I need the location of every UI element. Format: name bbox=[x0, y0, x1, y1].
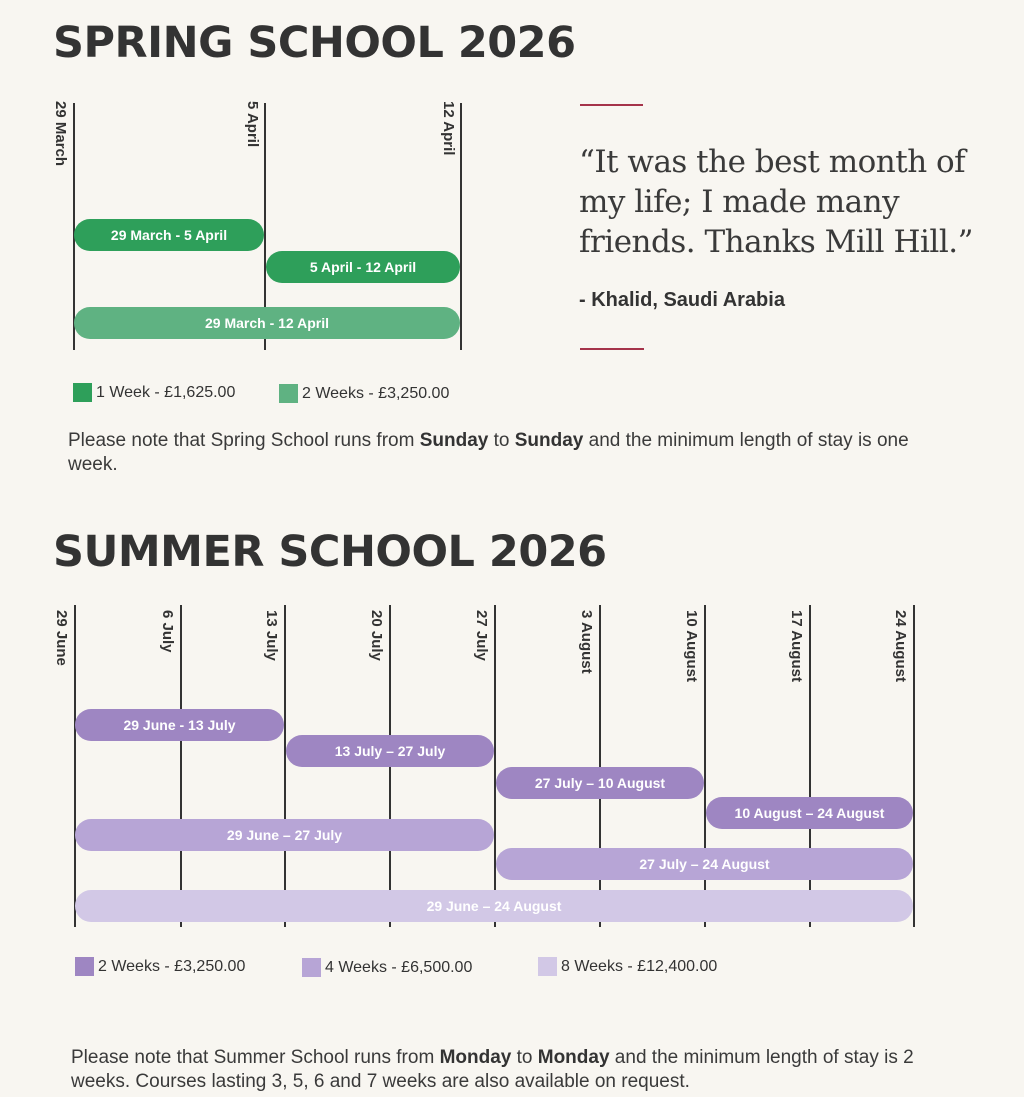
summer-bar-2weeks: 27 July – 10 August bbox=[496, 767, 704, 799]
summer-date-line bbox=[913, 605, 915, 927]
spring-date-label: 12 April bbox=[440, 101, 457, 156]
summer-date-line bbox=[494, 605, 496, 927]
spring-bar-2weeks: 29 March - 12 April bbox=[74, 307, 460, 339]
summer-date-line bbox=[74, 605, 76, 927]
spring-date-line bbox=[73, 103, 75, 350]
summer-date-label: 17 August bbox=[788, 610, 805, 682]
summer-title: SUMMER SCHOOL 2026 bbox=[53, 527, 607, 577]
summer-note: Please note that Summer School runs from Monday to Monday and the minimum length of stay is 2 weeks. Courses lasting 3, 5, 6 and 7 weeks are also available on request. bbox=[71, 1047, 914, 1092]
summer-bar-4weeks: 29 June – 27 July bbox=[75, 819, 494, 851]
spring-legend-1week bbox=[73, 383, 235, 402]
summer-bar-2weeks: 10 August – 24 August bbox=[706, 797, 913, 829]
testimonial-quote: “It was the best month of my life; I made many friends. Thanks Mill Hill.” bbox=[579, 144, 973, 260]
legend-swatch bbox=[302, 958, 321, 977]
summer-bar-8weeks: 29 June – 24 August bbox=[75, 890, 913, 922]
spring-legend-2weeks bbox=[279, 384, 449, 403]
summer-date-label: 10 August bbox=[683, 610, 700, 682]
legend-swatch bbox=[538, 957, 557, 976]
spring-date-label: 29 March bbox=[52, 101, 69, 167]
summer-date-label: 27 July bbox=[473, 610, 490, 661]
quote-rule-bottom bbox=[580, 348, 644, 350]
spring-bar-1week: 5 April - 12 April bbox=[266, 251, 460, 283]
summer-date-line bbox=[180, 605, 182, 927]
spring-bar-1week: 29 March - 5 April bbox=[74, 219, 264, 251]
spring-note: Please note that Spring School runs from Sunday to Sunday and the minimum length of stay is one week. bbox=[68, 430, 909, 475]
summer-date-label: 29 June bbox=[53, 610, 70, 666]
legend-label: 2 Weeks - £3,250.00 bbox=[302, 384, 450, 402]
summer-date-label: 3 August bbox=[578, 610, 595, 674]
spring-date-label: 5 April bbox=[244, 101, 261, 148]
testimonial-attribution: - Khalid, Saudi Arabia bbox=[579, 289, 785, 311]
legend-label: 4 Weeks - £6,500.00 bbox=[325, 958, 473, 976]
legend-swatch bbox=[75, 957, 94, 976]
spring-title: SPRING SCHOOL 2026 bbox=[53, 18, 576, 68]
legend-label: 1 Week - £1,625.00 bbox=[96, 383, 236, 401]
summer-date-line bbox=[284, 605, 286, 927]
legend-label: 8 Weeks - £12,400.00 bbox=[561, 957, 718, 975]
summer-bar-2weeks: 29 June - 13 July bbox=[75, 709, 284, 741]
legend-label: 2 Weeks - £3,250.00 bbox=[98, 957, 246, 975]
summer-date-label: 24 August bbox=[892, 610, 909, 682]
summer-date-label: 20 July bbox=[368, 610, 385, 661]
legend-swatch bbox=[279, 384, 298, 403]
summer-legend-2weeks bbox=[75, 957, 245, 976]
summer-date-label: 13 July bbox=[263, 610, 280, 661]
summer-bar-4weeks: 27 July – 24 August bbox=[496, 848, 913, 880]
legend-swatch bbox=[73, 383, 92, 402]
quote-rule-top bbox=[580, 104, 643, 106]
spring-date-line bbox=[460, 103, 462, 350]
summer-legend-4weeks bbox=[302, 958, 472, 977]
summer-date-label: 6 July bbox=[159, 610, 176, 653]
summer-legend-8weeks bbox=[538, 957, 717, 976]
summer-bar-2weeks: 13 July – 27 July bbox=[286, 735, 494, 767]
